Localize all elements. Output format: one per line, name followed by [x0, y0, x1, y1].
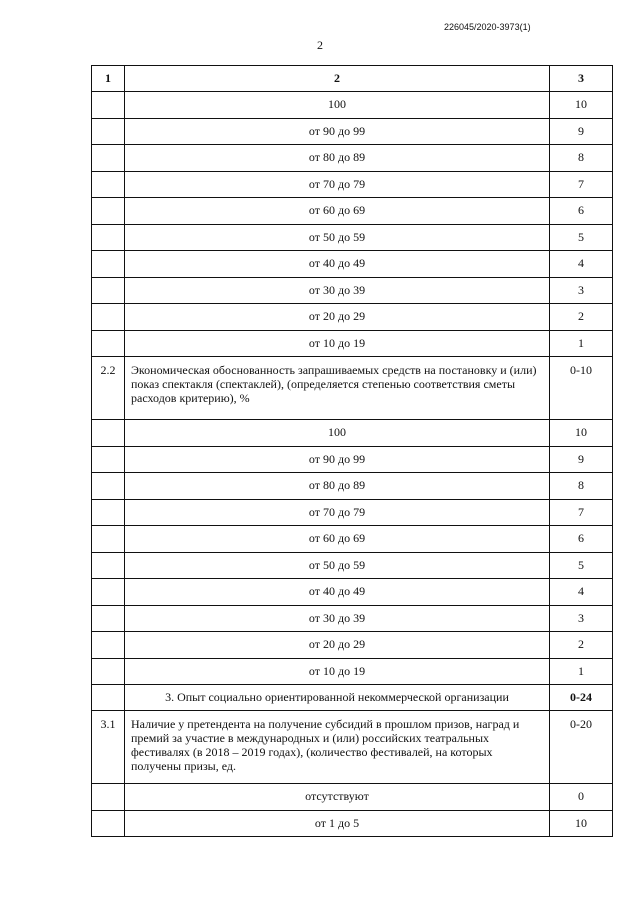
document-id: 226045/2020-3973(1): [444, 22, 531, 32]
table-row: [92, 277, 613, 304]
table-row: [92, 658, 613, 685]
row-description: от 50 до 59: [125, 552, 550, 579]
row-number: [92, 420, 125, 447]
table-row: [92, 224, 613, 251]
row-score: 1: [550, 330, 613, 357]
row-score: 5: [550, 224, 613, 251]
row-number: [92, 526, 125, 553]
row-score: 1: [550, 658, 613, 685]
table-row: [92, 784, 613, 811]
table-row: [92, 446, 613, 473]
table-row: [92, 304, 613, 331]
row-number: [92, 552, 125, 579]
table-row: [92, 473, 613, 500]
row-score: 10: [550, 92, 613, 119]
row-description: Экономическая обоснованность запрашиваемых средств на постановку и (или) показ спектакля (спектаклей), (определяется степенью соответствия сметы расходов критерию), %: [125, 357, 550, 420]
table-row: [92, 92, 613, 119]
row-number: [92, 473, 125, 500]
table-row: [92, 251, 613, 278]
row-score: 3: [550, 605, 613, 632]
row-description: от 30 до 39: [125, 277, 550, 304]
row-description: от 70 до 79: [125, 171, 550, 198]
row-number: [92, 605, 125, 632]
table-row: [92, 526, 613, 553]
row-number: [92, 198, 125, 225]
row-score: 6: [550, 526, 613, 553]
row-number: [92, 145, 125, 172]
row-description: 100: [125, 92, 550, 119]
row-score: 7: [550, 499, 613, 526]
row-score: 7: [550, 171, 613, 198]
table-row: [92, 171, 613, 198]
row-score: 3: [550, 277, 613, 304]
table-row: [92, 330, 613, 357]
row-score: 0-20: [550, 711, 613, 784]
row-score: 4: [550, 579, 613, 606]
row-description: от 40 до 49: [125, 579, 550, 606]
row-description: от 40 до 49: [125, 251, 550, 278]
row-score: 10: [550, 420, 613, 447]
column-header-3: 3: [550, 66, 613, 92]
row-description: от 30 до 39: [125, 605, 550, 632]
row-score: 5: [550, 552, 613, 579]
row-number: [92, 330, 125, 357]
row-number: [92, 784, 125, 811]
row-score: 0-24: [550, 685, 613, 711]
row-number: [92, 499, 125, 526]
table-row: [92, 632, 613, 659]
page-number: 2: [317, 38, 323, 52]
row-description: от 10 до 19: [125, 658, 550, 685]
row-description: от 1 до 5: [125, 810, 550, 837]
row-score: 9: [550, 446, 613, 473]
table-header-row: [92, 66, 613, 92]
row-score: 10: [550, 810, 613, 837]
row-description: от 60 до 69: [125, 526, 550, 553]
row-number: [92, 632, 125, 659]
row-description: от 80 до 89: [125, 145, 550, 172]
table-row: [92, 118, 613, 145]
row-number: [92, 685, 125, 711]
row-score: 0: [550, 784, 613, 811]
row-description: 3. Опыт социально ориентированной некоммерческой организации: [125, 685, 550, 711]
row-number: [92, 251, 125, 278]
column-header-1: 1: [92, 66, 125, 92]
row-description: Наличие у претендента на получение субсидий в прошлом призов, наград и премий за участие в международных и (или) российских театральных фестивалях (в 2018 – 2019 годах), (количество фестивалей, на которых получены призы, ед.: [125, 711, 550, 784]
section-row: [92, 685, 613, 711]
column-header-2: 2: [125, 66, 550, 92]
row-score: 8: [550, 145, 613, 172]
table-row: [92, 810, 613, 837]
table-row: [92, 552, 613, 579]
row-score: 8: [550, 473, 613, 500]
table-row: [92, 499, 613, 526]
row-number: [92, 579, 125, 606]
table-row: [92, 605, 613, 632]
row-score: 2: [550, 304, 613, 331]
row-score: 6: [550, 198, 613, 225]
row-number: 3.1: [92, 711, 125, 784]
row-score: 9: [550, 118, 613, 145]
row-score: 4: [550, 251, 613, 278]
row-number: [92, 118, 125, 145]
row-description: от 70 до 79: [125, 499, 550, 526]
row-score: 0-10: [550, 357, 613, 420]
row-number: [92, 446, 125, 473]
row-number: 2.2: [92, 357, 125, 420]
criteria-table: [91, 65, 613, 837]
row-description: от 20 до 29: [125, 304, 550, 331]
row-number: [92, 277, 125, 304]
table-row: [92, 145, 613, 172]
criterion-row: [92, 357, 613, 420]
row-number: [92, 304, 125, 331]
row-number: [92, 810, 125, 837]
row-description: от 90 до 99: [125, 446, 550, 473]
row-description: от 90 до 99: [125, 118, 550, 145]
table-row: [92, 420, 613, 447]
row-description: от 10 до 19: [125, 330, 550, 357]
row-number: [92, 224, 125, 251]
row-number: [92, 171, 125, 198]
row-score: 2: [550, 632, 613, 659]
row-number: [92, 658, 125, 685]
row-description: 100: [125, 420, 550, 447]
row-description: от 80 до 89: [125, 473, 550, 500]
table-row: [92, 198, 613, 225]
row-description: от 20 до 29: [125, 632, 550, 659]
row-description: отсутствуют: [125, 784, 550, 811]
row-description: от 60 до 69: [125, 198, 550, 225]
criterion-row: [92, 711, 613, 784]
table-row: [92, 579, 613, 606]
row-number: [92, 92, 125, 119]
row-description: от 50 до 59: [125, 224, 550, 251]
